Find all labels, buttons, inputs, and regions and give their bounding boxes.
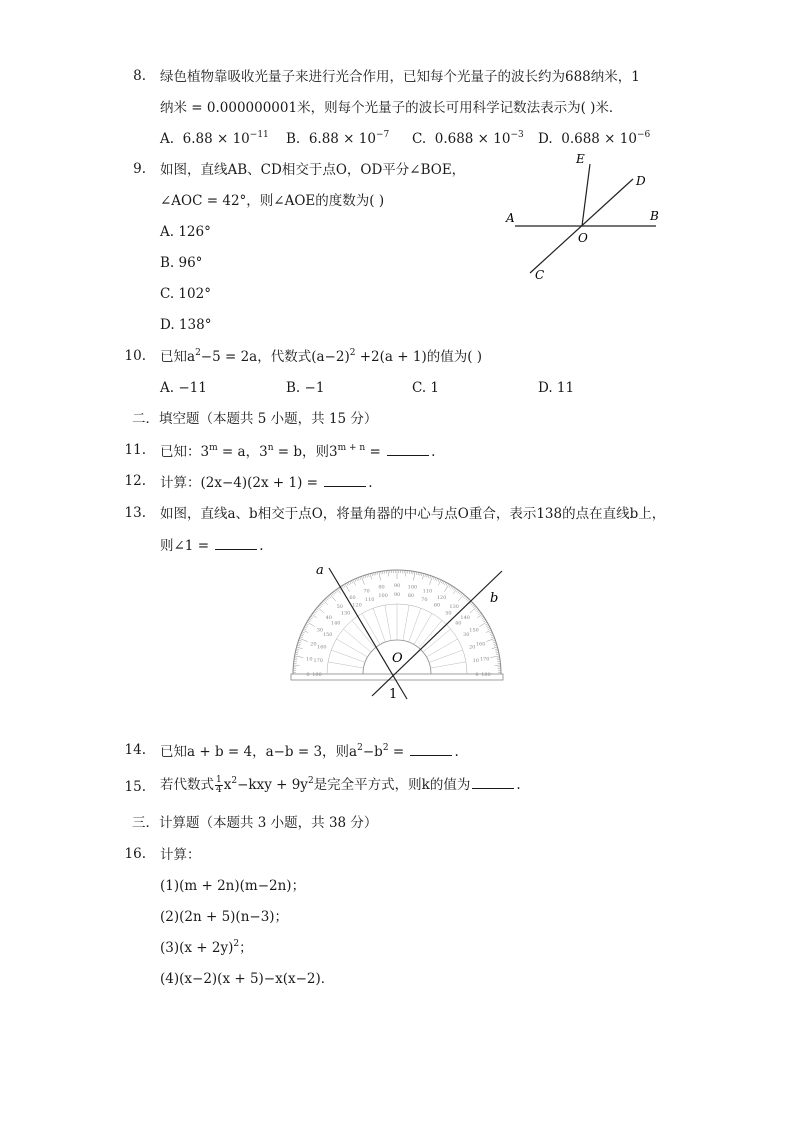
protractor-tick bbox=[425, 574, 426, 577]
protractor-scale-label: 180 bbox=[481, 672, 491, 678]
protractor-tick bbox=[305, 625, 308, 626]
protractor-tick bbox=[491, 635, 494, 636]
q10-option-b: B. −1 bbox=[286, 380, 325, 396]
protractor-ray bbox=[419, 620, 442, 648]
protractor-scale-label: 180 bbox=[312, 672, 322, 678]
protractor-tick bbox=[295, 652, 298, 653]
section-2-heading: 二．填空题（本题共 5 小题，共 15 分） bbox=[132, 411, 378, 427]
protractor-scale-label: 130 bbox=[340, 610, 351, 617]
protractor-tick bbox=[472, 604, 474, 606]
protractor-tick bbox=[304, 627, 307, 628]
q13-stem-line1: 如图，直线a、b相交于点O，将量角器的中心与点O重合，表示138的点在直线b上， bbox=[160, 506, 666, 522]
protractor-tick bbox=[495, 649, 498, 650]
protractor-tick bbox=[483, 619, 486, 621]
protractor-tick bbox=[452, 587, 454, 590]
protractor-tick bbox=[433, 577, 434, 580]
protractor-tick bbox=[297, 645, 300, 646]
protractor-tick bbox=[348, 582, 349, 585]
q15-stem: 若代数式 $\frac{1}{4}$ $x^2-kxy + 9y^2$是完全平方式，则k的值为 . bbox=[160, 775, 521, 795]
protractor-tick bbox=[327, 597, 329, 599]
protractor-tick bbox=[477, 610, 479, 612]
protractor-tick bbox=[333, 592, 335, 594]
protractor-scale-label: 0 bbox=[475, 672, 479, 678]
protractor-tick bbox=[492, 640, 495, 641]
protractor-tick bbox=[351, 581, 352, 584]
protractor-tick bbox=[374, 573, 375, 576]
q8-option-a: A. $6.88 \times 10^{-11}$ bbox=[160, 129, 269, 147]
protractor-scale-label: 160 bbox=[475, 641, 486, 648]
protractor-scale-label: 130 bbox=[449, 603, 459, 610]
label-a: A bbox=[506, 211, 515, 225]
protractor-scale-label: 170 bbox=[313, 658, 323, 665]
protractor-scale-label: 80 bbox=[407, 593, 415, 600]
q10-option-a: A. −11 bbox=[160, 380, 207, 396]
q13-number: 13. bbox=[124, 505, 146, 521]
protractor-tick bbox=[459, 592, 461, 594]
protractor-scale-label: 90 bbox=[393, 592, 401, 598]
protractor-scale-label: 140 bbox=[460, 614, 470, 621]
protractor-tick bbox=[363, 576, 364, 579]
protractor-tick bbox=[420, 573, 421, 576]
protractor-scale-label: 140 bbox=[330, 620, 341, 627]
q16-item-2: (2)(2n + 5)(n−3)； bbox=[160, 909, 289, 925]
label-e: E bbox=[576, 152, 585, 166]
q9-stem-line2: ∠AOC = 42°，则∠AOE的度数为( ) bbox=[160, 193, 385, 209]
protractor-tick bbox=[300, 637, 303, 638]
protractor-scale-label: 10 bbox=[472, 658, 479, 665]
protractor-tick bbox=[367, 575, 368, 578]
label-b: B bbox=[650, 209, 659, 223]
protractor-tick bbox=[332, 593, 334, 595]
protractor-scale-label: 110 bbox=[422, 588, 433, 595]
q14-number: 14. bbox=[124, 742, 146, 758]
protractor-ray bbox=[423, 629, 451, 652]
q9-number: 9. bbox=[133, 161, 146, 177]
protractor-tick bbox=[325, 599, 327, 601]
protractor-scale-label: 120 bbox=[436, 594, 447, 601]
q10-number: 10. bbox=[124, 348, 146, 364]
protractor-ray bbox=[403, 605, 409, 640]
protractor-tick bbox=[379, 572, 381, 581]
q13-answer-blank[interactable] bbox=[215, 536, 257, 550]
protractor-tick bbox=[496, 652, 499, 653]
protractor-scale-label: 40 bbox=[455, 620, 462, 627]
q8-option-c: C. $0.688 \times 10^{-3}$ bbox=[412, 129, 524, 147]
protractor-tick bbox=[484, 620, 487, 622]
protractor-tick bbox=[321, 603, 323, 605]
protractor-tick bbox=[372, 573, 373, 576]
protractor-tick bbox=[308, 620, 311, 622]
protractor-tick bbox=[495, 651, 498, 652]
protractor-tick bbox=[315, 610, 317, 612]
protractor-tick bbox=[485, 624, 488, 625]
protractor-tick bbox=[479, 613, 481, 615]
protractor-tick bbox=[427, 575, 428, 578]
section-3-heading: 三．计算题（本题共 3 小题，共 38 分） bbox=[132, 815, 378, 831]
q9-option-b: B. 96° bbox=[160, 255, 203, 271]
protractor-tick bbox=[490, 633, 493, 634]
protractor-tick bbox=[342, 586, 344, 589]
protractor-tick bbox=[488, 628, 491, 629]
protractor-tick bbox=[478, 611, 480, 613]
protractor-tick bbox=[336, 590, 338, 592]
protractor-tick bbox=[458, 591, 460, 593]
q8-option-b: B. $6.88 \times 10^{-7}$ bbox=[286, 129, 390, 147]
protractor-tick bbox=[295, 654, 298, 655]
protractor-tick bbox=[329, 596, 331, 598]
protractor-tick bbox=[453, 588, 455, 590]
label-d: D bbox=[636, 174, 646, 188]
protractor-tick bbox=[467, 599, 469, 601]
protractor-tick bbox=[375, 572, 376, 575]
q14-stem: 已知a + b = 4，a−b = 3，则$a^2-b^2$ = . bbox=[160, 742, 459, 760]
q11-stem: 已知：$3^m = a$，$3^n = b$，则$3^{m + n}$ = . bbox=[160, 442, 436, 460]
q16-number: 16. bbox=[124, 846, 146, 862]
protractor-tick bbox=[298, 642, 301, 643]
protractor-tick bbox=[451, 586, 453, 589]
q14-answer-blank[interactable] bbox=[410, 742, 452, 756]
protractor-tick bbox=[493, 642, 496, 643]
q9-stem-line1: 如图，直线AB、CD相交于点O，OD平分∠BOE， bbox=[160, 162, 466, 178]
protractor-ray bbox=[409, 608, 421, 642]
label-o: O bbox=[578, 231, 588, 245]
protractor-tick bbox=[428, 575, 429, 578]
protractor-outline bbox=[291, 674, 503, 680]
q9-figure bbox=[500, 150, 670, 285]
ray-oe bbox=[582, 164, 590, 226]
protractor-ray bbox=[414, 613, 432, 644]
protractor-tick bbox=[445, 584, 450, 592]
protractor-tick bbox=[297, 647, 303, 649]
protractor-tick bbox=[343, 585, 345, 588]
protractor-scale-label: 120 bbox=[352, 602, 362, 609]
protractor-tick bbox=[307, 622, 315, 627]
protractor-tick bbox=[491, 656, 500, 658]
protractor-scale-label: 170 bbox=[479, 656, 490, 663]
protractor-tick bbox=[296, 651, 299, 652]
q10-stem: 已知$a^2-5 = 2a$，代数式$(a-2)^2 +2(a + 1)$的值为( ) bbox=[160, 347, 483, 365]
protractor-tick bbox=[449, 585, 451, 588]
protractor-tick bbox=[494, 644, 497, 645]
q8-stem-line2: 纳米 = 0.000000001米，则每个光量子的波长可用科学记数法表示为( )米． bbox=[160, 100, 623, 116]
protractor-ray bbox=[430, 662, 465, 668]
protractor-tick bbox=[334, 591, 336, 593]
protractor-tick bbox=[471, 603, 473, 605]
protractor-scale-label: 40 bbox=[325, 614, 333, 621]
protractor-scale-label: 100 bbox=[407, 584, 418, 591]
protractor-tick bbox=[358, 578, 359, 581]
protractor-tick bbox=[316, 609, 318, 611]
q13-stem-line2: 则∠1 = . bbox=[160, 538, 264, 554]
protractor-scale-label: 10 bbox=[306, 656, 313, 663]
protractor-tick bbox=[466, 598, 468, 600]
q16-item-3: $(3)(x + 2y)^2$； bbox=[160, 938, 253, 956]
protractor-ray bbox=[336, 639, 367, 657]
label-b: b bbox=[490, 591, 499, 606]
protractor-scale-label: 70 bbox=[421, 596, 428, 603]
q9-option-c: C. 102° bbox=[160, 286, 211, 302]
protractor-tick bbox=[479, 622, 487, 627]
q12-stem: 计算：(2x−4)(2x + 1) = . bbox=[160, 475, 373, 491]
label-angle-1: 1 bbox=[389, 687, 398, 702]
q10-option-c: C. 1 bbox=[412, 380, 440, 396]
q9-option-d: D. 138° bbox=[160, 317, 212, 333]
protractor-tick bbox=[421, 573, 422, 576]
protractor-tick bbox=[356, 578, 357, 581]
protractor-tick bbox=[319, 606, 321, 608]
protractor-scale-label: 20 bbox=[468, 644, 476, 651]
protractor-tick bbox=[430, 576, 431, 579]
protractor-tick bbox=[422, 574, 424, 580]
q8-stem-line1: 绿色植物靠吸收光量子来进行光合作用，已知每个光量子的波长约为688纳米，1 bbox=[160, 69, 640, 85]
protractor-tick bbox=[302, 632, 305, 633]
protractor-tick bbox=[489, 632, 492, 633]
q12-answer-blank[interactable] bbox=[324, 473, 366, 487]
protractor-tick bbox=[298, 644, 301, 645]
protractor-tick bbox=[388, 570, 389, 576]
protractor-ray bbox=[429, 650, 463, 662]
q10-option-d: D. 11 bbox=[538, 380, 575, 396]
q12-number: 12. bbox=[124, 473, 146, 489]
protractor-tick bbox=[339, 588, 341, 590]
protractor-ray bbox=[385, 605, 391, 640]
protractor-scale-label: 70 bbox=[363, 588, 370, 595]
protractor-tick bbox=[496, 654, 499, 655]
q16-item-4: (4)(x−2)(x + 5)−x(x−2)． bbox=[160, 971, 335, 987]
q11-number: 11. bbox=[124, 442, 146, 458]
protractor-tick bbox=[491, 637, 494, 638]
protractor-tick bbox=[482, 617, 485, 619]
protractor-tick bbox=[461, 593, 463, 595]
label-a: a bbox=[316, 563, 324, 578]
protractor-tick bbox=[320, 604, 322, 606]
protractor-tick bbox=[413, 572, 415, 581]
protractor-tick bbox=[323, 600, 327, 604]
protractor-scale-label: 150 bbox=[322, 632, 333, 638]
protractor-tick bbox=[435, 578, 436, 581]
label-o: O bbox=[392, 651, 403, 666]
protractor-scale-label: 60 bbox=[433, 602, 441, 609]
protractor-scale-label: 100 bbox=[378, 593, 388, 600]
protractor-tick bbox=[444, 582, 445, 585]
protractor-tick bbox=[487, 627, 490, 628]
protractor-scale-label: 110 bbox=[364, 596, 375, 603]
protractor-tick bbox=[443, 581, 444, 584]
protractor-tick bbox=[436, 578, 437, 581]
q9-option-a: A. 126° bbox=[160, 224, 211, 240]
protractor-tick bbox=[473, 606, 475, 608]
protractor-scale-label: 50 bbox=[336, 603, 343, 610]
q15-answer-blank[interactable] bbox=[472, 775, 514, 789]
protractor-tick bbox=[314, 611, 316, 613]
q11-answer-blank[interactable] bbox=[387, 442, 429, 456]
protractor-tick bbox=[465, 597, 467, 599]
protractor-tick bbox=[293, 665, 299, 666]
protractor-scale-label: 50 bbox=[445, 610, 452, 617]
q13-protractor-figure bbox=[282, 556, 512, 706]
q16-item-1: (1)(m + 2n)(m−2n)； bbox=[160, 878, 306, 894]
protractor-ray bbox=[426, 639, 457, 657]
protractor-tick bbox=[494, 645, 497, 646]
protractor-tick bbox=[296, 649, 299, 650]
protractor-scale-label: 20 bbox=[310, 641, 317, 648]
protractor-tick bbox=[438, 579, 439, 582]
protractor-tick bbox=[350, 581, 351, 584]
protractor-ray bbox=[352, 620, 375, 648]
protractor-tick bbox=[301, 633, 304, 634]
protractor-tick bbox=[347, 583, 348, 586]
protractor-scale-label: 80 bbox=[378, 584, 385, 591]
protractor-tick bbox=[492, 647, 498, 649]
protractor-tick bbox=[368, 574, 369, 577]
protractor-tick bbox=[446, 583, 447, 586]
protractor-tick bbox=[406, 570, 407, 576]
protractor-tick bbox=[456, 590, 458, 592]
protractor-tick bbox=[377, 572, 378, 575]
protractor-tick bbox=[495, 665, 501, 666]
protractor-ray bbox=[328, 662, 363, 668]
protractor-ray bbox=[373, 608, 385, 642]
protractor-tick bbox=[345, 584, 350, 592]
protractor-tick bbox=[365, 575, 366, 578]
protractor-scale-label: 160 bbox=[317, 644, 327, 651]
protractor-scale-label: 30 bbox=[463, 632, 470, 638]
protractor-scale-label: 60 bbox=[349, 594, 356, 601]
protractor-tick bbox=[463, 596, 465, 598]
q8-number: 8. bbox=[133, 68, 146, 84]
q15-fraction: $\frac{1}{4}$ bbox=[216, 775, 222, 795]
q15-number: 15. bbox=[124, 779, 146, 795]
protractor-tick bbox=[313, 613, 315, 615]
protractor-tick bbox=[304, 628, 307, 629]
protractor-tick bbox=[326, 598, 328, 600]
q16-title: 计算： bbox=[160, 847, 201, 863]
protractor-tick bbox=[310, 617, 313, 619]
protractor-tick bbox=[299, 640, 302, 641]
protractor-tick bbox=[481, 616, 483, 618]
protractor-tick bbox=[309, 619, 312, 621]
protractor-scale-label: 30 bbox=[316, 627, 324, 634]
protractor-tick bbox=[475, 609, 477, 611]
protractor-scale-label: 90 bbox=[393, 583, 401, 589]
protractor-scale-label: 150 bbox=[469, 627, 479, 634]
protractor-tick bbox=[322, 602, 324, 604]
protractor-tick bbox=[418, 572, 419, 575]
protractor-tick bbox=[295, 656, 304, 658]
protractor-tick bbox=[441, 581, 442, 584]
protractor-scale-label: 0 bbox=[306, 672, 310, 678]
protractor-tick bbox=[416, 572, 417, 575]
protractor-tick bbox=[360, 577, 361, 580]
protractor-tick bbox=[370, 574, 372, 580]
protractor-ray bbox=[331, 650, 365, 662]
label-c: C bbox=[535, 268, 545, 282]
protractor-tick bbox=[311, 616, 313, 618]
protractor-tick bbox=[355, 579, 356, 582]
q8-option-d: D. $0.688 \times 10^{-6}$ bbox=[538, 129, 651, 147]
protractor-tick bbox=[301, 635, 304, 636]
protractor-tick bbox=[486, 625, 489, 626]
protractor-tick bbox=[306, 624, 309, 625]
